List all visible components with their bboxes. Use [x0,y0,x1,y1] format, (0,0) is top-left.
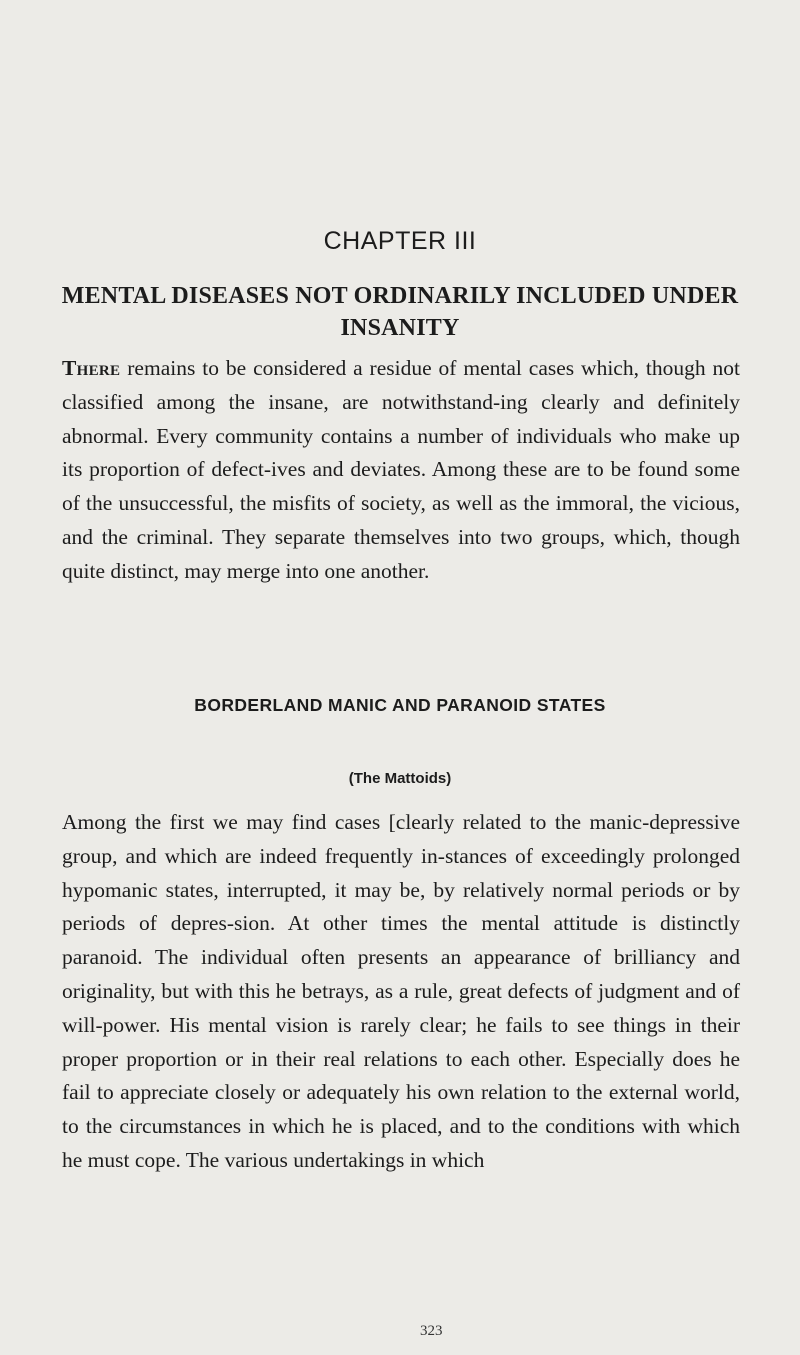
chapter-label: CHAPTER III [323,227,477,255]
paragraph-intro-text: remains to be considered a residue of mental cases which, though not classified among the insane, are notwithstand-ing clearly and definitely abnormal. Every community contains a number of individuals who make up its proportion of defect-ives and deviates. Among these are to be found some of the unsuccessful, the misfits of society, as well as the immoral, the vicious, and the criminal. They separate themselves into two groups, which, though quite distinct, may merge into one another. [62,356,740,583]
paragraph-mattoids: Among the first we may find cases [clearly related to the manic-depressive group, and which are indeed frequently in-stances of exceedingly prolonged hypomanic states, interrupted, it may be, by relatively normal periods or by periods of depres-sion. At other times the mental attitude is distinctly paranoid. The individual often presents an appearance of brilliancy and originality, but with this he betrays, as a rule, great defects of judgment and of will-power. His mental vision is rarely clear; he fails to see things in their proper proportion or in their real relations to each other. Especially does he fail to appreciate closely or adequately his own relation to the external world, to the circumstances in which he is placed, and to the conditions with which he must cope. The various undertakings in which [62,810,740,1172]
section-heading: BORDERLAND MANIC AND PARANOID STATES [194,695,606,715]
page-number: 323 [420,1323,443,1339]
paragraph-lead-word: There [62,356,121,380]
section-subheading: (The Mattoids) [348,770,452,787]
paragraph-intro [62,352,740,589]
chapter-title: MENTAL DISEASES NOT ORDINARILY INCLUDED UNDER INSANITY [61,283,739,341]
